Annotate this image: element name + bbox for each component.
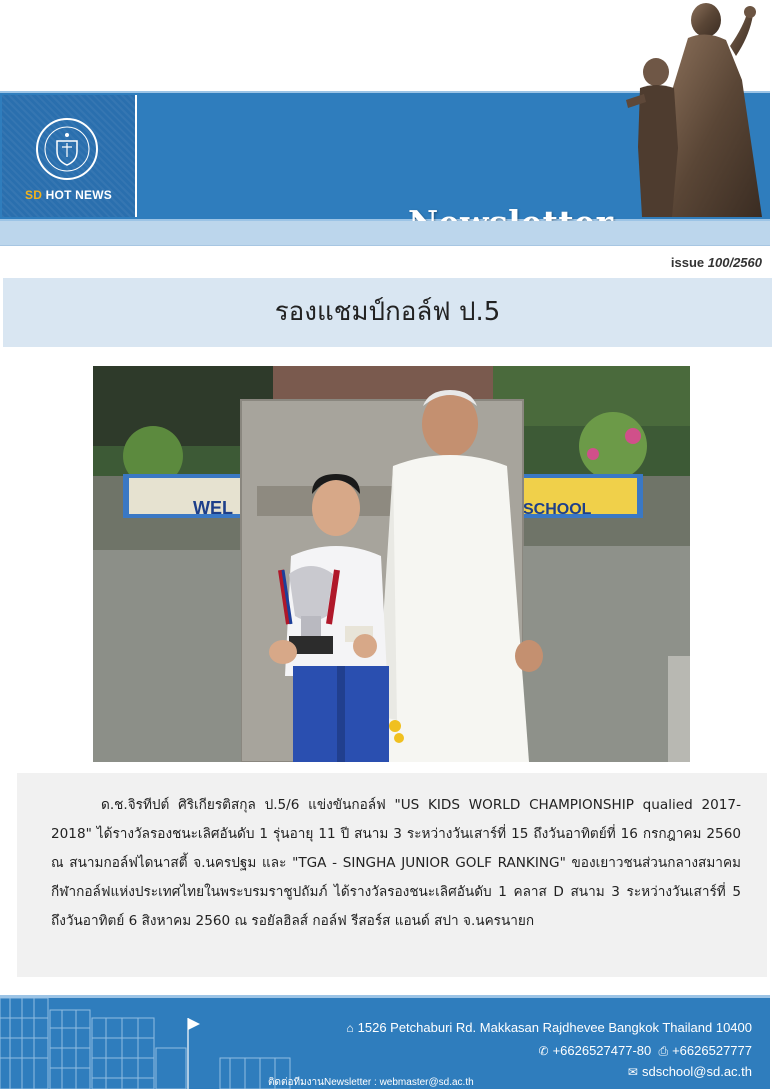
footer-email[interactable]: ✉ sdschool@sd.ac.th <box>627 1064 752 1079</box>
home-icon: ⌂ <box>346 1021 354 1035</box>
photo-banner-text-right: SCHOOL <box>523 501 592 518</box>
mail-icon: ✉ <box>627 1065 638 1079</box>
phone-icon: ✆ <box>538 1044 549 1058</box>
school-seal-icon <box>35 117 99 181</box>
fax-icon: ⎙ <box>658 1044 669 1058</box>
article-text-box <box>17 773 767 977</box>
footer <box>0 995 770 1089</box>
footer-contact[interactable]: ติดต่อทีมงานNewsletter : webmaster@sd.ac.th <box>268 1077 474 1088</box>
article-body: ด.ช.จิรทีปต์ ศิริเกียรติสกุล ป.5/6 แข่งขันกอล์ฟ "US KIDS WORLD CHAMPIONSHIP qualied 2017-2018" ได้รางวัลรองชนะเลิศอันดับ 1 รุ่นอายุ 11 ปี สนาม 3 ระหว่างวันเสาร์ที่ 15 ถึงวันอาทิตย์ที่ 16 กรกฎาคม 2560 ณ สนามกอล์ฟไดนาสตี้ จ.นครปฐม และ "TGA - SINGHA JUNIOR GOLF RANKING" ของเยาวชนส่วนกลางสมาคมกีฬากอล์ฟแห่งประเทศไทยในพระบรมราชูปถัมภ์ ได้รางวัลรองชนะเลิศอันดับ 1 คลาส D สนาม 3 ระหว่างวันเสาร์ที่ 5 ถึงวันอาทิตย์ 6 สิงหาคม 2560 ณ รอยัลฮิลส์ กอล์ฟ รีสอร์ส แอนด์ สปา จ.นครนายก <box>51 797 741 929</box>
statue-image <box>618 0 784 217</box>
headline-box <box>3 278 772 347</box>
school-name: St.Dominic School <box>442 249 598 270</box>
footer-address: ⌂ 1526 Petchaburi Rd. Makkasan Rajdhevee Bangkok Thailand 10400 <box>346 1020 752 1035</box>
school-building-illustration <box>0 988 300 1089</box>
photo-banner-text-left: WEL <box>193 498 233 518</box>
header-underbar <box>0 221 770 246</box>
footer-phones: ✆ +6626527477-80 ⎙ +6626527777 <box>538 1043 752 1058</box>
issue-number: issue 100/2560 <box>670 255 762 270</box>
logo-box <box>2 95 137 217</box>
article-headline: รองแชมป์กอล์ฟ ป.5 <box>274 297 501 327</box>
flag-icon <box>188 1018 200 1089</box>
hot-news-badge: SD HOT NEWS <box>25 188 112 202</box>
article-photo <box>93 366 690 762</box>
